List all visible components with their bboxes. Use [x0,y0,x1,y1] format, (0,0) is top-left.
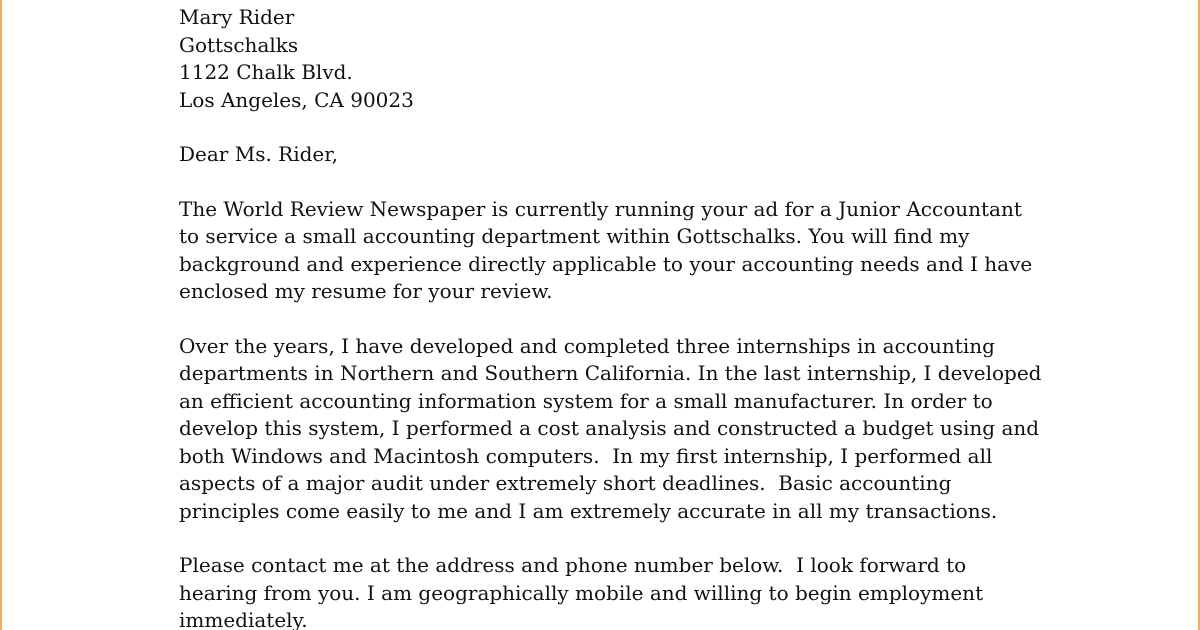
paragraph-line: background and experience directly applicable to your accounting needs and I have [179,251,1033,276]
paragraph-line: aspects of a major audit under extremely short deadlines. Basic accounting [179,471,952,495]
salutation: Dear Ms. Rider, [179,142,338,166]
paragraph-1 [179,196,1159,306]
letter-body [179,4,1159,630]
paragraph-line: hearing from you. I am geographically mobile and willing to begin employment [179,580,984,605]
paragraph-line: principles come easily to me and I am extremely accurate in all my transactions. [179,498,998,523]
paragraph-3 [179,552,1159,630]
paragraph-line: Please contact me at the address and phone number below. I look forward to [179,553,967,577]
paragraph-line: enclosed my resume for your review. [179,279,553,303]
paragraph-line: departments in Northern and Southern California. In the last internship, I developed [179,361,1042,385]
paragraph-line: to service a small accounting department within Gottschalks. You will find my [179,224,970,248]
recipient-address [179,4,1159,114]
paragraph-line: immediately. [179,608,308,630]
recipient-street: 1122 Chalk Blvd. [179,60,353,84]
spacer [179,114,1159,141]
paragraph-line: both Windows and Macintosh computers. In my first internship, I performed all [179,443,993,468]
spacer [179,306,1159,333]
paragraph-line: The World Review Newspaper is currently running your ad for a Junior Accountant [179,196,1022,221]
spacer [179,169,1159,196]
recipient-name: Mary Rider [179,5,295,29]
paragraph-line: Over the years, I have developed and completed three internships in accounting [179,333,995,358]
recipient-city: Los Angeles, CA 90023 [179,87,414,112]
recipient-company: Gottschalks [179,32,299,57]
page-border-left [0,0,2,630]
paragraph-line: an efficient accounting information system for a small manufacturer. In order to [179,388,993,413]
paragraph-2 [179,333,1159,526]
spacer [179,525,1159,552]
paragraph-line: develop this system, I performed a cost analysis and constructed a budget using and [179,416,1040,440]
